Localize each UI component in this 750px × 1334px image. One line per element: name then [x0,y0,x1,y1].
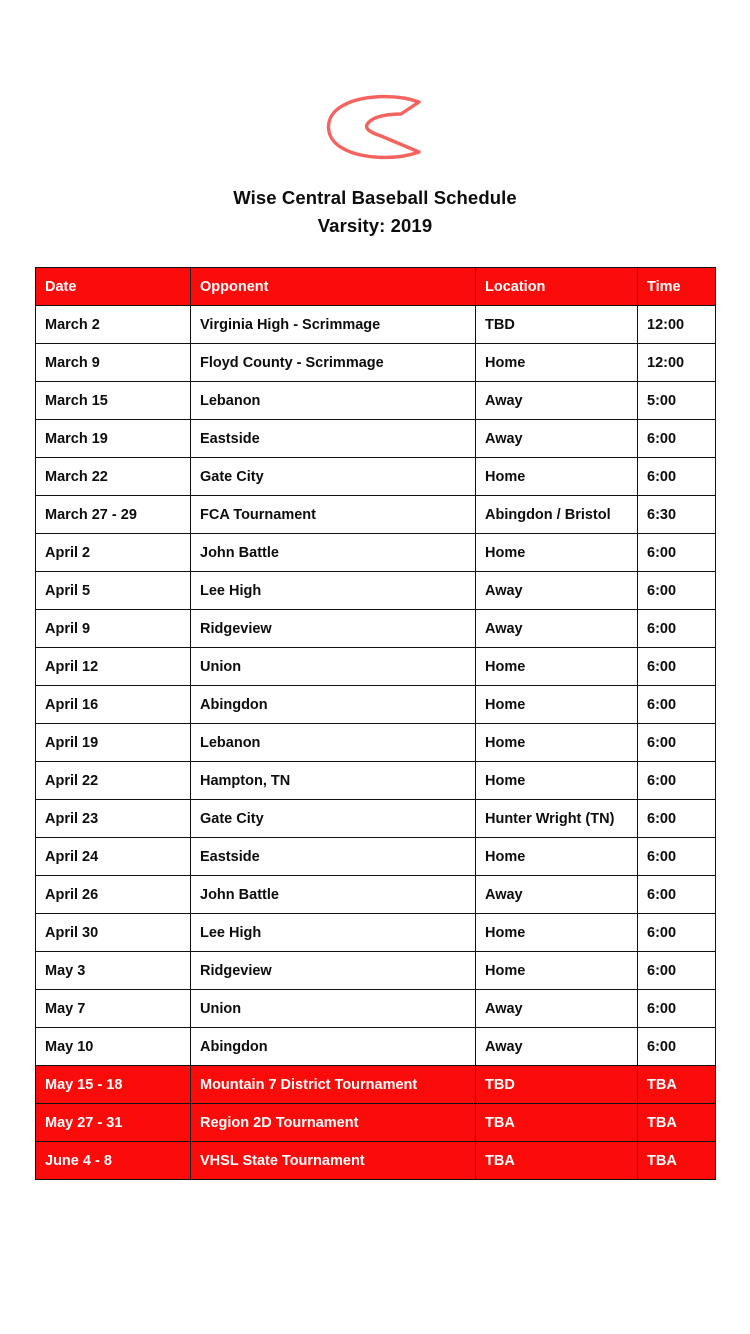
game-opponent: Lebanon [191,382,476,420]
game-location: Hunter Wright (TN) [476,800,638,838]
game-location: Away [476,876,638,914]
game-time: 6:00 [638,648,716,686]
table-row [36,496,716,534]
game-opponent: John Battle [191,534,476,572]
table-row [36,990,716,1028]
game-location: TBD [476,306,638,344]
game-time: TBA [638,1142,716,1180]
title-line-2: Varsity: 2019 [317,215,433,236]
game-time: 6:00 [638,990,716,1028]
column-header-time: Time [638,268,716,306]
game-time: 6:00 [638,914,716,952]
table-header [36,268,716,306]
game-location: Away [476,420,638,458]
game-opponent: Virginia High - Scrimmage [191,306,476,344]
game-location: TBA [476,1142,638,1180]
logo-container [0,0,750,164]
game-date: May 15 - 18 [36,1066,191,1104]
game-date: April 30 [36,914,191,952]
game-location: Home [476,952,638,990]
game-time: 6:00 [638,420,716,458]
game-date: May 7 [36,990,191,1028]
game-date: March 15 [36,382,191,420]
table-row [36,800,716,838]
table-header-row [36,268,716,306]
table-row [36,724,716,762]
column-header-location: Location [476,268,638,306]
game-location: Home [476,686,638,724]
game-location: Abingdon / Bristol [476,496,638,534]
game-opponent: Ridgeview [191,610,476,648]
table-row [36,382,716,420]
table-row [36,458,716,496]
game-date: May 27 - 31 [36,1104,191,1142]
game-location: Home [476,344,638,382]
game-opponent: Region 2D Tournament [191,1104,476,1142]
game-location: TBA [476,1104,638,1142]
game-opponent: Union [191,648,476,686]
game-opponent: Abingdon [191,686,476,724]
table-row [36,648,716,686]
game-opponent: Abingdon [191,1028,476,1066]
game-opponent: Eastside [191,838,476,876]
game-location: Home [476,838,638,876]
table-row [36,876,716,914]
game-location: Home [476,648,638,686]
table-row [36,344,716,382]
table-row [36,1066,716,1104]
game-opponent: Union [191,990,476,1028]
table-row [36,952,716,990]
game-time: TBA [638,1066,716,1104]
game-time: 6:00 [638,610,716,648]
game-time: 12:00 [638,344,716,382]
game-time: 6:00 [638,838,716,876]
game-location: Home [476,534,638,572]
game-time: 6:00 [638,800,716,838]
game-date: April 19 [36,724,191,762]
game-time: 6:00 [638,952,716,990]
game-opponent: Lebanon [191,724,476,762]
game-location: Home [476,724,638,762]
game-time: 6:00 [638,724,716,762]
page-title [0,184,750,240]
game-opponent: Ridgeview [191,952,476,990]
game-time: 6:00 [638,876,716,914]
game-time: 6:00 [638,762,716,800]
table-row [36,838,716,876]
game-date: March 22 [36,458,191,496]
table-row [36,1142,716,1180]
game-date: April 5 [36,572,191,610]
game-opponent: Mountain 7 District Tournament [191,1066,476,1104]
game-opponent: Gate City [191,800,476,838]
game-time: 6:00 [638,572,716,610]
game-time: 6:30 [638,496,716,534]
game-location: Away [476,382,638,420]
table-row [36,686,716,724]
game-date: March 2 [36,306,191,344]
table-row [36,306,716,344]
game-date: March 9 [36,344,191,382]
column-header-date: Date [36,268,191,306]
game-date: May 10 [36,1028,191,1066]
game-date: April 16 [36,686,191,724]
game-date: April 26 [36,876,191,914]
schedule-table [35,267,716,1180]
game-location: Away [476,610,638,648]
table-row [36,1028,716,1066]
schedule-table-container [35,267,715,1180]
game-location: Away [476,990,638,1028]
table-row [36,534,716,572]
game-opponent: John Battle [191,876,476,914]
game-time: TBA [638,1104,716,1142]
column-header-opponent: Opponent [191,268,476,306]
game-date: April 2 [36,534,191,572]
game-time: 6:00 [638,1028,716,1066]
game-time: 6:00 [638,686,716,724]
game-time: 6:00 [638,534,716,572]
table-row [36,762,716,800]
game-date: May 3 [36,952,191,990]
game-opponent: Floyd County - Scrimmage [191,344,476,382]
game-opponent: VHSL State Tournament [191,1142,476,1180]
game-opponent: Hampton, TN [191,762,476,800]
game-opponent: Eastside [191,420,476,458]
game-date: April 12 [36,648,191,686]
table-row [36,572,716,610]
title-line-1: Wise Central Baseball Schedule [233,187,517,208]
game-location: TBD [476,1066,638,1104]
table-row [36,1104,716,1142]
game-opponent: FCA Tournament [191,496,476,534]
game-date: June 4 - 8 [36,1142,191,1180]
table-row [36,914,716,952]
table-body [36,306,716,1180]
game-location: Away [476,1028,638,1066]
game-time: 6:00 [638,458,716,496]
game-date: March 27 - 29 [36,496,191,534]
game-location: Home [476,762,638,800]
game-date: April 9 [36,610,191,648]
game-time: 12:00 [638,306,716,344]
game-location: Away [476,572,638,610]
game-location: Home [476,458,638,496]
game-date: April 22 [36,762,191,800]
game-time: 5:00 [638,382,716,420]
table-row [36,610,716,648]
game-date: March 19 [36,420,191,458]
table-row [36,420,716,458]
wise-central-c-logo-icon [319,92,431,164]
game-opponent: Lee High [191,572,476,610]
game-date: April 24 [36,838,191,876]
game-date: April 23 [36,800,191,838]
game-opponent: Gate City [191,458,476,496]
game-location: Home [476,914,638,952]
game-opponent: Lee High [191,914,476,952]
